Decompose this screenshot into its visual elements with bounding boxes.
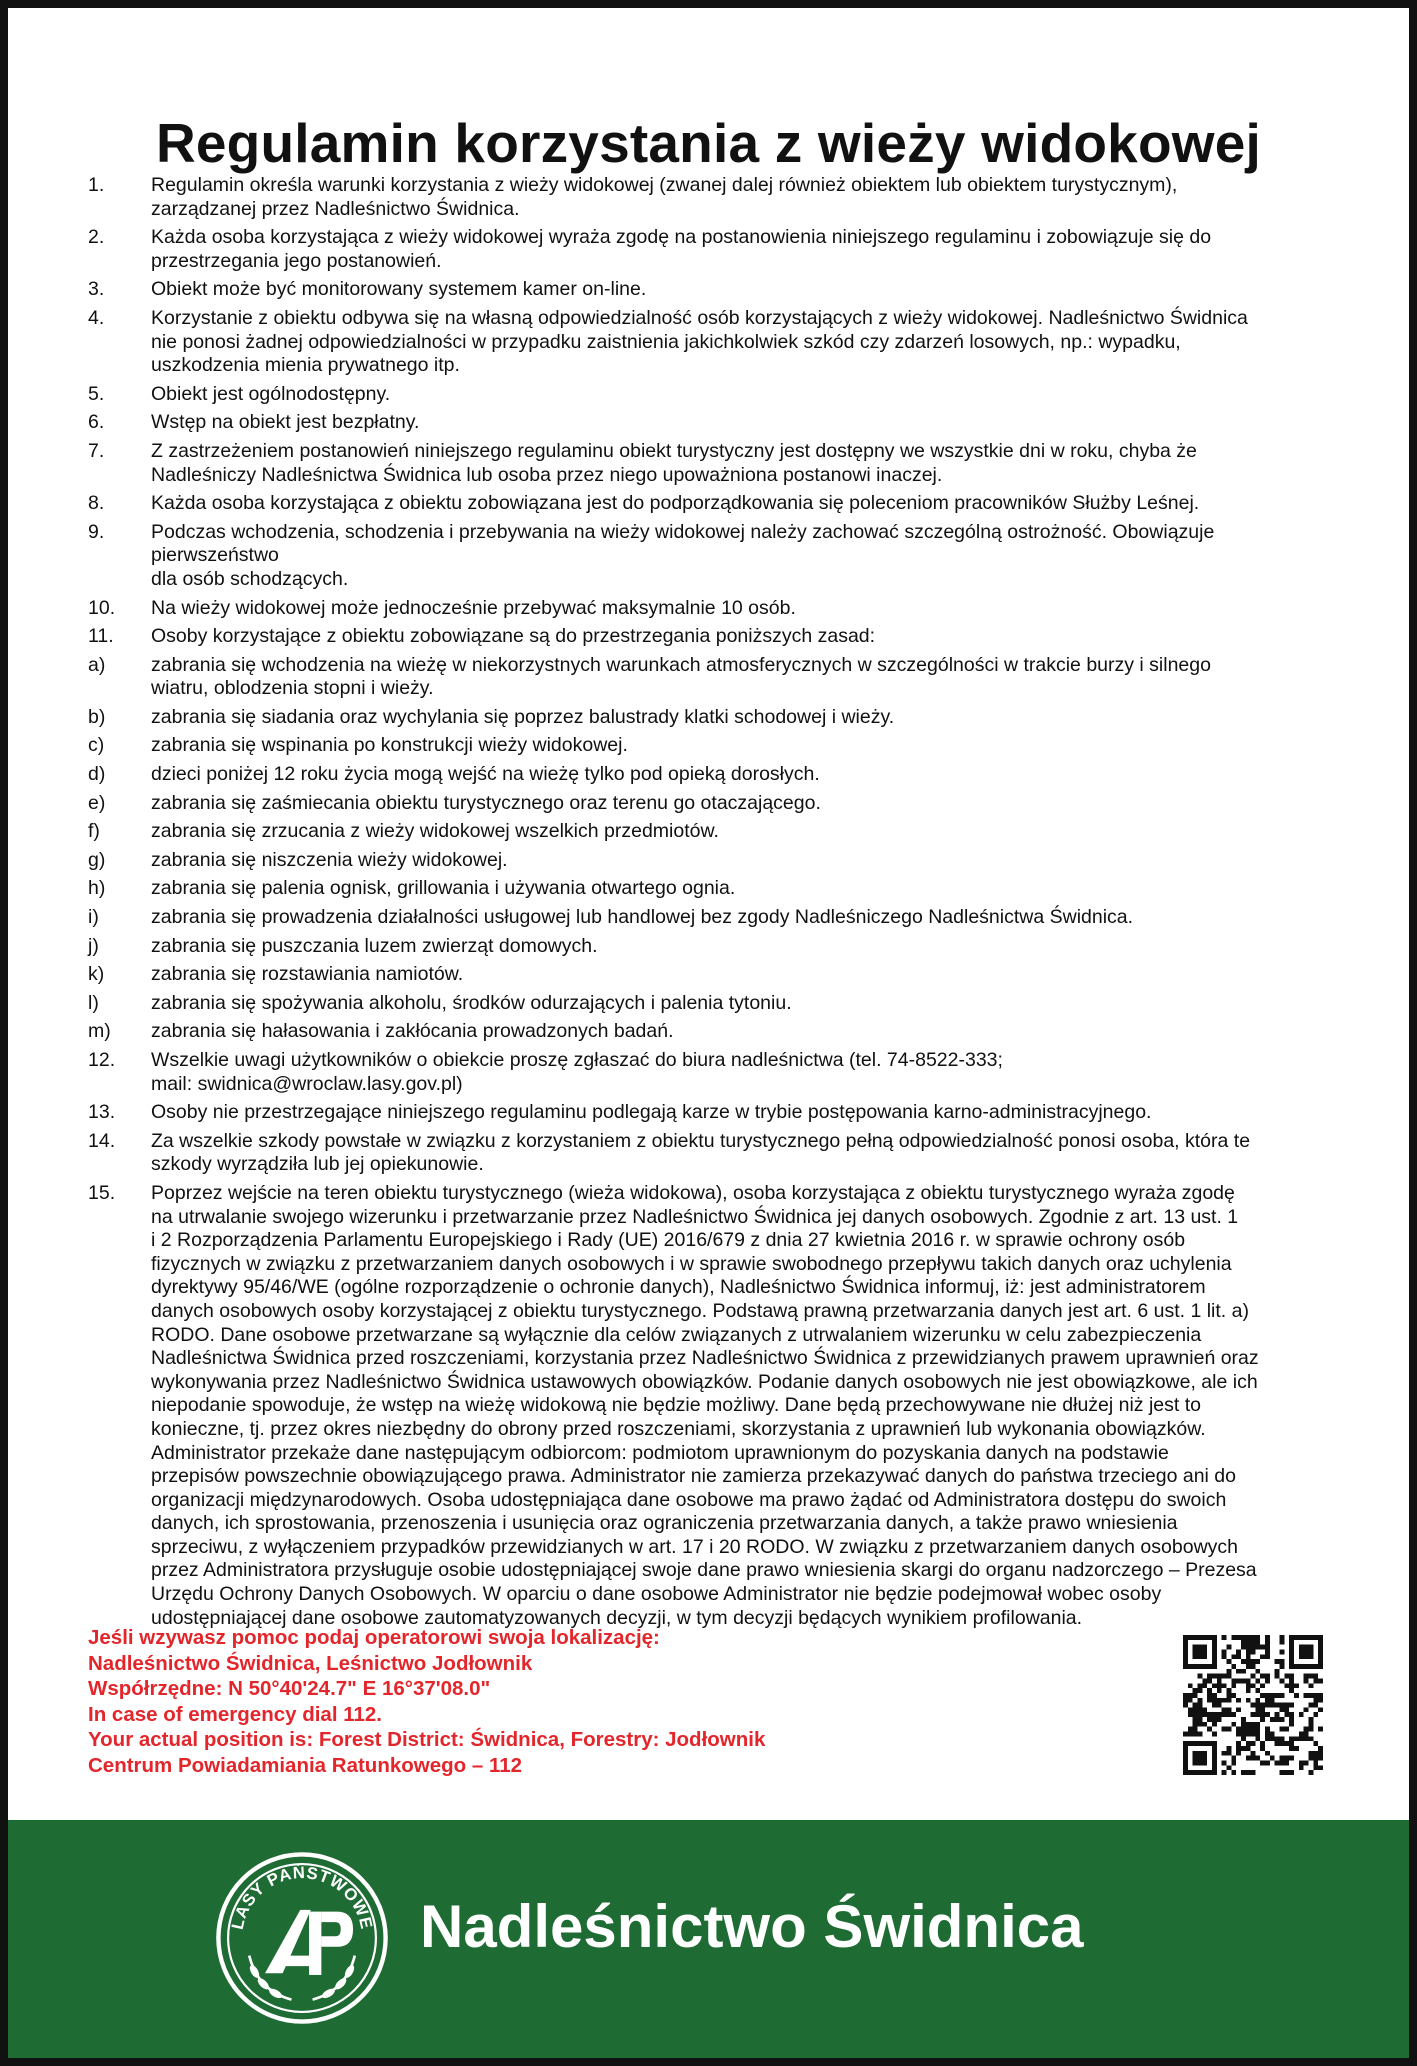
rule-item — [88, 307, 1338, 378]
rule-number: 8. — [88, 492, 105, 515]
rule-item — [88, 992, 1338, 1016]
qr-code-icon[interactable] — [1183, 1635, 1323, 1775]
rule-item — [88, 763, 1338, 787]
rule-text: Na wieży widokowej może jednocześnie przebywać maksymalnie 10 osób. — [151, 596, 796, 619]
rule-number: g) — [88, 848, 106, 871]
rule-number: h) — [88, 877, 106, 900]
rule-number: k) — [88, 963, 105, 986]
emergency-info — [88, 1625, 988, 1779]
rule-number: i) — [88, 906, 99, 929]
rule-number: e) — [88, 791, 106, 814]
rule-text: Osoby nie przestrzegające niniejszego regulaminu podlegają karze w trybie postępowania karno-administracyjnego. — [151, 1101, 1152, 1124]
rule-text: Obiekt może być monitorowany systemem kamer on-line. — [151, 278, 647, 301]
rule-text: zabrania się niszczenia wieży widokowej. — [151, 848, 508, 871]
rule-item — [88, 1130, 1338, 1177]
rule-item — [88, 792, 1338, 816]
rule-number: 5. — [88, 382, 105, 405]
rule-text: Z zastrzeżeniem postanowień niniejszego regulaminu obiekt turystyczny jest dostępny we wszystkie dni w roku, chyba że Nadleśniczy Nadleśnictwa Świdnica lub osoba przez niego upoważniona postanowi inaczej. — [151, 439, 1197, 486]
rule-text: Za wszelkie szkody powstałe w związku z korzystaniem z obiektu turystycznego pełną odpowiedzialność ponosi osoba, która te szkody wyrządziła lub jej opiekunowie. — [151, 1129, 1251, 1176]
rule-text: Poprzez wejście na teren obiektu turystycznego (wieża widokowa), osoba korzystająca z obiektu turystycznego wyraża zgodę na utrwalanie swojego wizerunku i przetwarzanie przez Nadleśnictwo Świdnica jej danych osobowych. Zgodnie z art. 13 ust. 1 i 2 Rozporządzenia Parlamentu Europejskiego i Rady (UE) 2016/679 z dnia 27 kwietnia 2016 r. w sprawie ochrony osób fizycznych w związku z przetwarzaniem danych osobowych i w sprawie swobodnego przepływu takich danych oraz uchylenia dyrektywy 95/46/WE (ogólne rozporządzenie o ochronie danych), Nadleśnictwo Świdnica informuj, iż: jest administratorem danych osobowych osoby korzystającej z obiektu turystycznego. Podstawą prawną przetwarzania danych jest art. 6 ust. 1 lit. a) RODO. Dane osobowe przetwarzane są wyłącznie dla celów związanych z utrwalaniem wizerunku w celu zabezpieczenia Nadleśnictwa Świdnica przed roszczeniami, korzystania przez Nadleśnictwo Świdnica z przewidzianych prawem uprawnień oraz wykonywania przez Nadleśnictwo Świdnica ustawowych obowiązków. Podanie danych osobowych nie jest obowiązkowe, ale ich niepodanie spowoduje, że wstęp na wieżę widokową nie będzie możliwy. Dane będą przechowywane nie dłużej niż jest to konieczne, tj. przez okres niezbędny do obrony przed roszczeniami, skorzystania z uprawnień lub wykonania obowiązków. Administrator przekaże dane następującym odbiorcom: podmiotom uprawnionym do pozyskania danych na podstawie przepisów powszechnie obowiązującego prawa. Administrator nie zamierza przekazywać danych do państwa trzeciego ani do organizacji międzynarodowych. Osoba udostępniająca dane osobowe ma prawo żądać od Administratora dostępu do swoich danych, ich sprostowania, przenoszenia i usunięcia oraz ograniczenia przetwarzania danych, a także prawo wniesienia sprzeciwu, z wyłączeniem przypadków przewidzianych w art. 17 i 20 RODO. W związku z przetwarzaniem danych osobowych przez Administratora przysługuje osobie udostępniającej swoje dane prawo wniesienia skargi do organu nadzorczego – Prezesa Urzędu Ochrony Danych Osobowych. W oparciu o dane osobowe Administrator nie będzie podejmował wobec osoby udostępniającej dane osobowe zautomatyzowanych decyzji, w tym decyzji będących wynikiem profilowania. — [151, 1181, 1259, 1629]
rule-text: zabrania się prowadzenia działalności usługowej lub handlowej bez zgody Nadleśniczego Nadleśnictwa Świdnica. — [151, 906, 1134, 929]
rule-item — [88, 734, 1338, 758]
rule-text: Każda osoba korzystająca z obiektu zobowiązana jest do podporządkowania się poleceniom pracowników Służby Leśnej. — [151, 492, 1200, 515]
rule-item — [88, 706, 1338, 730]
rule-text: zabrania się spożywania alkoholu, środków odurzających i palenia tytoniu. — [151, 991, 792, 1014]
rule-item — [88, 411, 1338, 435]
page-title: Regulamin korzystania z wieży widokowej — [155, 111, 1262, 174]
rule-item — [88, 597, 1338, 621]
footer-title: Nadleśnictwo Świdnica — [420, 1893, 1084, 1960]
emergency-coordinates: Współrzędne: N 50°40'24.7" E 16°37'08.0" — [88, 1677, 491, 1701]
rule-text: zabrania się hałasowania i zakłócania prowadzonych badań. — [151, 1020, 674, 1043]
rule-number: m) — [88, 1020, 111, 1043]
footer-banner — [8, 1820, 1409, 2058]
rule-item — [88, 625, 1338, 649]
logo-text: LASY PAŃSTWOWE — [227, 1862, 377, 1932]
rule-text: Korzystanie z obiektu odbywa się na własną odpowiedzialność osób korzystających z wieży widokowej. Nadleśnictwo Świdnica nie ponosi żadnej odpowiedzialności w przypadku zaistnienia jakichkolwiek szkód czy zdarzeń losowych, np.: wypadku, uszkodzenia mienia prywatnego itp. — [151, 306, 1248, 377]
rule-item — [88, 1020, 1338, 1044]
regulations-board — [8, 8, 1409, 2058]
rule-text: zabrania się zaśmiecania obiektu turystycznego oraz terenu go otaczającego. — [151, 791, 821, 814]
rule-text: Osoby korzystające z obiektu zobowiązane są do przestrzegania poniższych zasad: — [151, 625, 876, 648]
rule-text: zabrania się wspinania po konstrukcji wieży widokowej. — [151, 734, 628, 757]
rule-number: 11. — [88, 625, 114, 648]
rule-item — [88, 849, 1338, 873]
rule-text: Każda osoba korzystająca z wieży widokowej wyraża zgodę na postanowienia niniejszego regulaminu i zobowiązuje się do przestrzegania jego postanowień. — [151, 226, 1212, 272]
rule-number: d) — [88, 763, 106, 786]
rule-text: Podczas wchodzenia, schodzenia i przebywania na wieży widokowej należy zachować szczególną ostrożność. Obowiązuje pierwszeństwo dla osób schodzących. — [151, 520, 1215, 590]
rule-number: 10. — [88, 596, 116, 619]
rule-number: 15. — [88, 1181, 116, 1204]
rule-number: 2. — [88, 226, 105, 249]
rule-text: Wstęp na obiekt jest bezpłatny. — [151, 411, 420, 434]
rule-item — [88, 440, 1338, 487]
rule-number: 13. — [88, 1101, 116, 1124]
rule-item — [88, 1101, 1338, 1125]
rule-text: zabrania się zrzucania z wieży widokowej wszelkich przedmiotów. — [151, 820, 719, 843]
rule-number: 4. — [88, 306, 105, 329]
rule-number: c) — [88, 734, 105, 757]
rule-text: Obiekt jest ogólnodostępny. — [151, 382, 391, 405]
rule-item — [88, 1182, 1338, 1630]
rule-item — [88, 521, 1338, 592]
rule-text: zabrania się wchodzenia na wieżę w niekorzystnych warunkach atmosferycznych w szczególności w trakcie burzy i silnego wiatru, oblodzenia stopni i wieży. — [151, 653, 1211, 700]
rule-item — [88, 963, 1338, 987]
rule-number: 7. — [88, 439, 105, 462]
rule-text: zabrania się rozstawiania namiotów. — [151, 963, 464, 986]
rule-item — [88, 820, 1338, 844]
rule-text: zabrania się siadania oraz wychylania się poprzez balustrady klatki schodowej i wieży. — [151, 705, 895, 728]
rule-text: zabrania się palenia ognisk, grillowania i używania otwartego ognia. — [151, 877, 736, 900]
rule-item — [88, 492, 1338, 516]
lasy-panstwowe-logo — [214, 1850, 390, 2026]
rule-item — [88, 877, 1338, 901]
rule-number: l) — [88, 991, 99, 1014]
rule-item — [88, 935, 1338, 959]
rule-number: 9. — [88, 520, 105, 543]
rule-item — [88, 906, 1338, 930]
rule-text: dzieci poniżej 12 roku życia mogą wejść na wieżę tylko pod opieką dorosłych. — [151, 763, 820, 786]
emergency-line: In case of emergency dial 112. — [88, 1702, 382, 1726]
rule-item — [88, 226, 1338, 273]
rule-item — [88, 174, 1338, 221]
rule-text: zabrania się puszczania luzem zwierząt domowych. — [151, 934, 598, 957]
emergency-line: Your actual position is: Forest District: Świdnica, Forestry: Jodłownik — [88, 1728, 766, 1752]
emergency-line: Jeśli wzywasz pomoc podaj operatorowi swoja lokalizację: — [88, 1626, 660, 1649]
rule-text: Regulamin określa warunki korzystania z wieży widokowej (zwanej dalej również obiektem lub obiektem turystycznym), zarządzanej przez Nadleśnictwo Świdnica. — [151, 174, 1178, 220]
rule-number: 1. — [88, 174, 105, 196]
rules-list — [88, 174, 1338, 1635]
rule-item — [88, 654, 1338, 701]
rule-number: 3. — [88, 278, 105, 301]
rule-number: f) — [88, 820, 100, 843]
rule-number: 6. — [88, 411, 105, 434]
emergency-line: Nadleśnictwo Świdnica, Leśnictwo Jodłownik — [88, 1651, 533, 1675]
rule-number: a) — [88, 653, 106, 676]
rule-item — [88, 1049, 1338, 1096]
rule-number: j) — [88, 934, 99, 957]
rule-item — [88, 278, 1338, 302]
rule-number: 14. — [88, 1129, 116, 1152]
rule-number: b) — [88, 705, 106, 728]
rule-text: Wszelkie uwagi użytkowników o obiekcie proszę zgłaszać do biura nadleśnictwa (tel. 74-8522-333; mail: swidnica@wroclaw.lasy.gov.pl) — [151, 1049, 1003, 1095]
rule-item — [88, 383, 1338, 407]
emergency-line: Centrum Powiadamiania Ratunkowego – 112 — [88, 1753, 523, 1777]
rule-number: 12. — [88, 1049, 116, 1071]
